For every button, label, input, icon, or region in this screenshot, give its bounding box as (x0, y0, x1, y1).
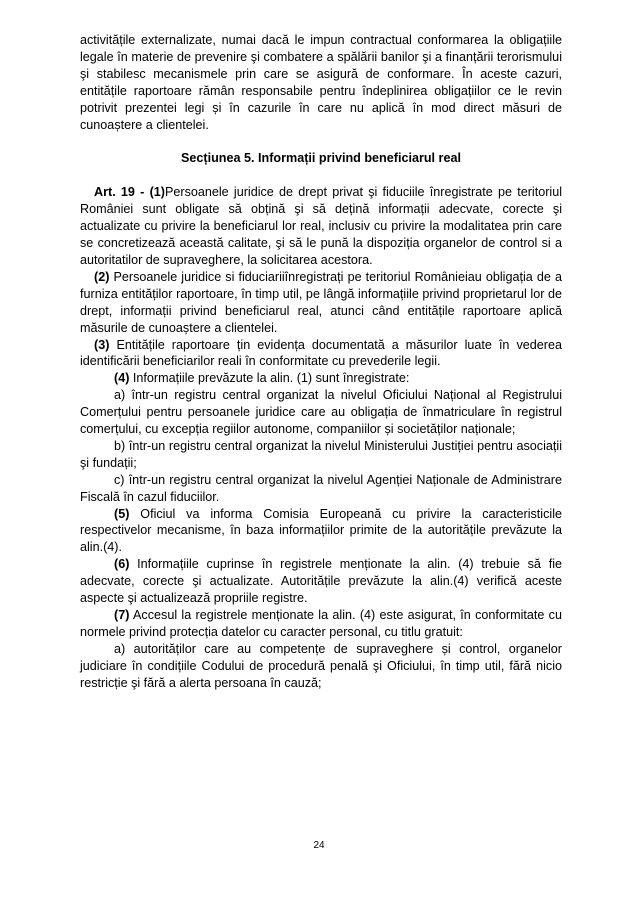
paragraph-continuation: activitățile externalizate, numai dacă le impun contractual conformarea la obligațiile legale în materie de prevenire şi combatere a spălării banilor şi a finanțării terorismului şi stabilesc mecanismele prin care se asigură de conformare. În aceste cazuri, entitățile raportoare rămân responsabile pentru îndeplinirea obligațiilor ce le revin potrivit prezentei legi și în cazurile în care nu aplică în mod direct măsuri de cunoaștere a clientelei. (80, 33, 562, 132)
page-number: 24 (313, 840, 325, 851)
article-text: Persoanele juridice de drept privat şi fiduciile înregistrate pe teritoriul României sunt obligate să obțină şi să dețină informații adecvate, corecte şi actualizate cu privire la beneficiarul lor real, inclusiv cu privire la modalitatea prin care se concretizează această calitate, şi să le pună la dispoziția organelor de control si a autoritatilor de supraveghere, la solicitarea acestora. (80, 185, 562, 267)
alin-3 (80, 337, 562, 371)
alin-2 (80, 269, 562, 337)
alin-4-letter-c: c) într-un registru central organizat la nivelul Agenției Naționale de Administrare Fiscală în cazul fiduciilor. (80, 472, 562, 504)
alin-text: Accesul la registrele menționate la alin. (4) este asigurat, în conformitate cu normele privind protecția datelor cu caracter personal, cu titlu gratuit: (80, 608, 562, 639)
alin-4-letter-a: a) într-un registru central organizat la nivelul Oficiului Național al Registrului Comerțului pentru persoanele juridice care au obligația de înmatriculare în registrul comerțului, cu excepția regiilor autonome, companiilor și societăților naționale; (80, 388, 562, 437)
section-heading: Secțiunea 5. Informații privind beneficiarul real (181, 151, 461, 166)
alin-7-letter-a: a) autorităților care au competențe de supraveghere și control, organelor judiciare în condițiile Codului de procedură penală şi Oficiului, în timp util, fără nicio restricție şi fără a alerta persoana în cauză; (80, 641, 562, 690)
article-number: Art. 19 - (1) (94, 185, 165, 200)
alin-number: (4) (114, 371, 130, 386)
alin-number: (3) (94, 337, 110, 352)
alin-number: (5) (114, 506, 130, 521)
alin-7 (80, 607, 562, 641)
article-19-alin-1 (80, 184, 562, 269)
alin-text: Informațiile prevăzute la alin. (1) sunt înregistrate: (129, 371, 410, 386)
alin-5 (80, 506, 562, 557)
alin-4-letter-b: b) într-un registru central organizat la nivelul Ministerului Justiției pentru asociații şi fundații; (80, 438, 562, 470)
alin-number: (2) (94, 269, 110, 284)
alin-text: Oficiul va informa Comisia Europeană cu privire la caracteristicile respectivelor mecanisme, în baza informațiilor primite de la autoritățile prevăzute la alin.(4). (80, 506, 562, 555)
alin-text: Entitățile raportoare țin evidența documentată a măsurilor luate în vederea identificării beneficiarilor reali în conformitate cu prevederile legii. (80, 337, 562, 369)
document-page (80, 32, 562, 692)
alin-text: Persoanele juridice si fiduciariiînregistrați pe teritoriul Românieiau obligația de a furniza entităților raportoare, în timp util, pe lângă informațiile privind proprietarul lor de drept, informații privind beneficiarul real, atunci când entitățile raportoare aplică măsurile de cunoaștere a clientelei. (80, 269, 562, 335)
alin-6 (80, 556, 562, 607)
alin-text: Informațiile cuprinse în registrele menționate la alin. (4) trebuie să fie adecvate, corecte şi actualizate. Autoritățile prevăzute la alin.(4) verifică aceste aspecte şi actualizează propriile registre. (80, 557, 562, 606)
alin-4 (80, 370, 562, 387)
alin-number: (6) (114, 557, 130, 572)
alin-number: (7) (114, 608, 130, 622)
